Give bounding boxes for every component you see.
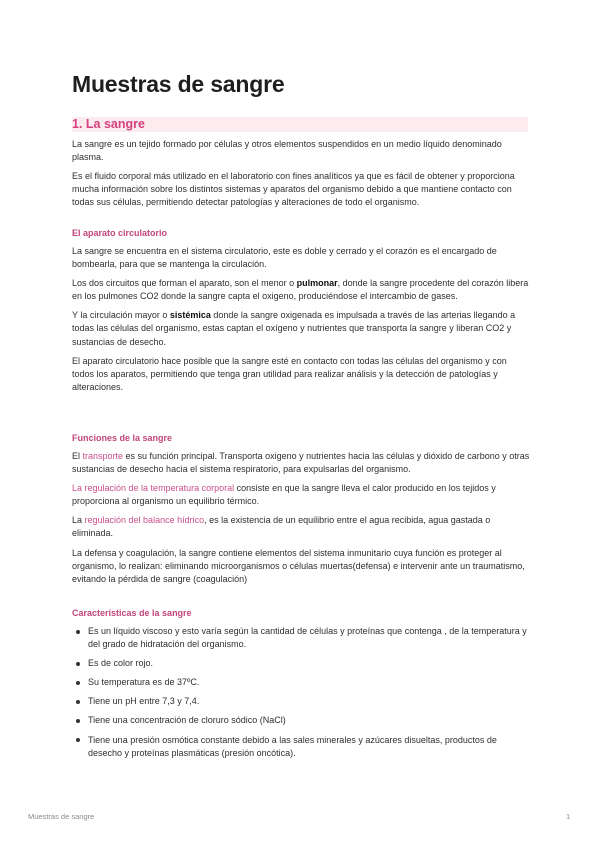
list-item-text: Tiene una presión osmótica constante debido a las sales minerales y azúcares disueltas, productos de desecho y proteínas plasmáticas (presión oncótica).: [88, 734, 497, 758]
section-heading-la-sangre: 1. La sangre: [72, 117, 145, 131]
highlight-regulacion-temperatura: La regulación de la temperatura corporal: [72, 483, 235, 494]
subheading-aparato-circulatorio: El aparato circulatorio: [72, 228, 168, 238]
characteristics-list: [72, 625, 530, 760]
paragraph: [72, 482, 530, 508]
bullet-icon: [76, 662, 80, 666]
paragraph: La sangre es un tejido formado por células y otros elementos suspendidos en un medio líquido denominado plasma.: [72, 139, 502, 163]
page-title: Muestras de sangre: [72, 71, 285, 97]
text-run: consiste en que la sangre lleva el calor producido en los tejidos y proporciona al organismo un equilibrio térmico.: [72, 483, 496, 507]
list-item: [72, 714, 530, 727]
bullet-icon: [76, 738, 80, 742]
section-aparato-circulatorio: [72, 227, 530, 394]
footer-page-number: 1: [566, 812, 571, 821]
bullet-icon: [76, 700, 80, 704]
section-la-sangre-body: [72, 138, 530, 209]
bullet-icon: [76, 681, 80, 685]
text-run: La: [72, 515, 85, 526]
text-run: Los dos circuitos que forman el aparato, son el menor o: [72, 278, 297, 289]
paragraph: La defensa y coagulación, la sangre contiene elementos del sistema inmunitario cuya función es proteger al organismo, lo realizan: eliminando microorganismos o células muertas(defensa) e intervenir ante un traumatismo, evitando la pérdida de sangre (coagulación): [72, 547, 525, 584]
highlight-balance-hidrico: regulación del balance hídrico: [84, 515, 205, 526]
subheading-funciones: Funciones de la sangre: [72, 433, 173, 443]
bold-term-sistemica: sistémica: [169, 310, 211, 321]
list-item: [72, 625, 530, 651]
list-item-text: Es de color rojo.: [88, 658, 154, 669]
subheading-caracteristicas: Características de la sangre: [72, 608, 192, 618]
paragraph: El aparato circulatorio hace posible que la sangre esté en contacto con todas las células del organismo y con todos los aparatos, permitiendo que tenga gran utilidad para realizar análisis y la detección de patologías y alteraciones.: [72, 355, 507, 392]
list-item-text: Tiene un pH entre 7,3 y 7,4.: [88, 696, 200, 707]
paragraph: Es el fluido corporal más utilizado en el laboratorio con fines analíticos ya que es fácil de obtener y proporciona mucha información sobre los distintos sistemas y aparatos del organismo debido a que mantiene contacto con todas sus células, permitiendo detectar patologías y alteraciones de todo el organismo.: [72, 171, 515, 208]
list-item: [72, 676, 530, 689]
list-item-text: Es un líquido viscoso y esto varía según la cantidad de células y proteínas que contenga , de la temperatura y del grado de hidratación del organismo.: [88, 626, 527, 650]
text-run: El: [72, 451, 83, 461]
paragraph: [72, 309, 530, 348]
text-run: , es la existencia de un equilibrio entre el agua recibida, agua gastada o eliminada.: [72, 515, 491, 539]
list-item-text: Su temperatura es de 37ºC.: [88, 677, 200, 688]
section-caracteristicas: [72, 607, 530, 760]
text-run: Y la circulación mayor o: [72, 310, 170, 321]
paragraph: [72, 277, 530, 303]
paragraph: La sangre se encuentra en el sistema circulatorio, este es doble y cerrado y el corazón es el encargado de bombearla, para que se mantenga la circulación.: [72, 246, 497, 270]
bullet-icon: [76, 719, 80, 723]
paragraph: [72, 514, 530, 540]
list-item: [72, 734, 530, 760]
paragraph: [72, 450, 530, 476]
bold-term-pulmonar: pulmonar: [296, 278, 338, 289]
text-run: , donde la sangre procedente del corazón libera en los pulmones CO2 donde la sangre capta el oxigeno, produciéndose el intercambio de gases.: [72, 278, 529, 302]
text-run: donde la sangre oxigenada es impulsada a través de las arterias llegando a todas las células del organismo, estas captan el oxígeno y nutrientes que transporta la sangre y liberan CO2 y sustancias de desecho.: [72, 310, 516, 347]
footer-document-title: Muestras de sangre: [28, 812, 95, 821]
highlight-transporte: transporte: [82, 451, 124, 461]
text-run: es su función principal. Transporta oxigeno y nutrientes hacia las células y dióxido de carbono y otras sustancias de desecho hacia el sistema respiratorio, para expulsarlas del organismo.: [72, 451, 530, 475]
list-item: [72, 657, 530, 670]
list-item: [72, 695, 530, 708]
list-item-text: Tiene una concentración de cloruro sódico (NaCl): [88, 715, 286, 726]
section-funciones: [72, 432, 530, 586]
bullet-icon: [76, 630, 80, 634]
